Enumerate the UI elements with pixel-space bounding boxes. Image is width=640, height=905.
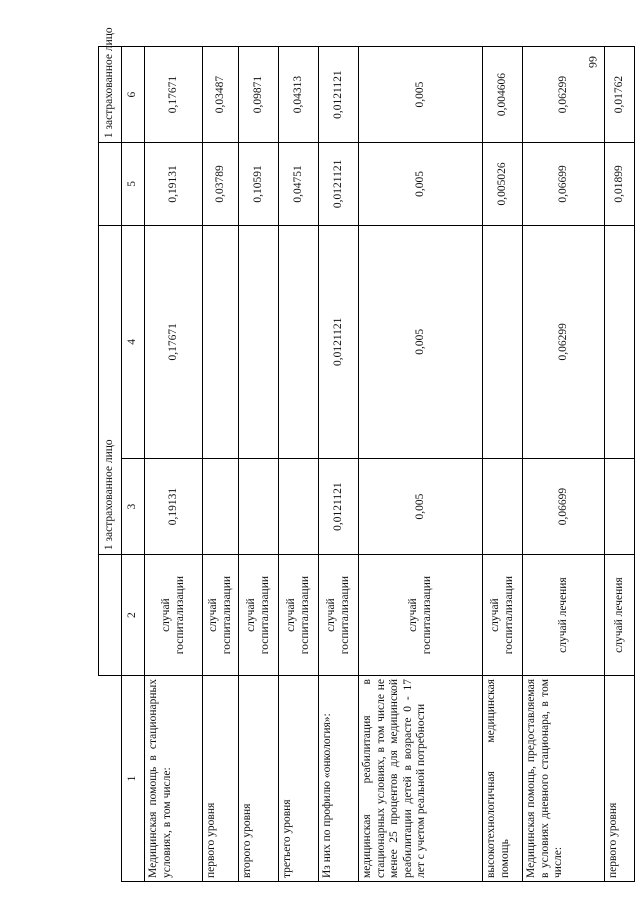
row-name: высокотехнологичная медицинская помощь <box>483 676 523 882</box>
rotated-page <box>98 27 625 882</box>
table-row <box>359 47 483 882</box>
col-number: 2 <box>122 555 145 676</box>
row-value <box>605 459 635 555</box>
row-unit: случай госпитализации <box>319 555 359 676</box>
row-value: 0,005026 <box>483 143 523 225</box>
row-value: 0,19131 <box>145 459 203 555</box>
row-name: третьего уровня <box>279 676 319 882</box>
row-value: 0,06699 <box>523 143 605 225</box>
header-group-row <box>99 47 122 882</box>
row-value: 0,005 <box>359 47 483 143</box>
row-value <box>483 225 523 458</box>
row-value: 0,17671 <box>145 47 203 143</box>
row-name: второго уровня <box>239 676 279 882</box>
row-value: 0,03487 <box>203 47 239 143</box>
row-value: 0,03789 <box>203 143 239 225</box>
table-row <box>279 47 319 882</box>
table-row <box>203 47 239 882</box>
row-value <box>239 225 279 458</box>
row-value: 0,06699 <box>523 459 605 555</box>
group-header-right: 1 застрахованное лицо <box>99 47 122 143</box>
row-value: 0,004606 <box>483 47 523 143</box>
col-number: 5 <box>122 143 145 225</box>
row-value: 0,01762 <box>605 47 635 143</box>
row-value: 0,0121121 <box>319 47 359 143</box>
row-name: Медицинская помощь, предоставляемая в условиях дневного стационара, в том числе: <box>523 676 605 882</box>
table-row <box>605 47 635 882</box>
row-value: 0,10591 <box>239 143 279 225</box>
col-number: 6 <box>122 47 145 143</box>
row-value: 0,06299 <box>523 225 605 458</box>
table-row <box>319 47 359 882</box>
row-value: 0,0121121 <box>319 143 359 225</box>
row-name: первого уровня <box>605 676 635 882</box>
row-unit: случай госпитализации <box>239 555 279 676</box>
row-value: 0,17671 <box>145 225 203 458</box>
col-number: 1 <box>122 676 145 882</box>
table-row <box>523 47 605 882</box>
table-body <box>145 47 635 882</box>
col-number: 4 <box>122 225 145 458</box>
page-number: 66 <box>586 56 600 68</box>
row-unit: случай лечения <box>605 555 635 676</box>
row-unit: случай госпитализации <box>483 555 523 676</box>
row-value: 0,19131 <box>145 143 203 225</box>
row-unit: случай госпитализации <box>203 555 239 676</box>
row-unit: случай лечения <box>523 555 605 676</box>
row-unit: случай госпитализации <box>145 555 203 676</box>
row-value <box>605 225 635 458</box>
row-value: 0,005 <box>359 143 483 225</box>
row-name: медицинская реабилитация в стационарных условиях, в том числе не менее 25 процентов для медицинской реабилитации детей в возрасте 0 - 17 лет с учетом реальной потребности <box>359 676 483 882</box>
row-unit: случай госпитализации <box>279 555 319 676</box>
row-value <box>279 459 319 555</box>
row-value <box>483 459 523 555</box>
row-name: Из них по профилю «онкология»: <box>319 676 359 882</box>
row-value: 0,04313 <box>279 47 319 143</box>
row-value: 0,005 <box>359 459 483 555</box>
row-value <box>279 225 319 458</box>
row-value: 0,06299 <box>523 47 605 143</box>
row-value <box>203 225 239 458</box>
row-name: Медицинская помощь в стационарных условиях, в том числе: <box>145 676 203 882</box>
col-number: 3 <box>122 459 145 555</box>
row-name: первого уровня <box>203 676 239 882</box>
row-value: 0,0121121 <box>319 459 359 555</box>
row-unit: случай госпитализации <box>359 555 483 676</box>
table-row <box>145 47 203 882</box>
table-row <box>239 47 279 882</box>
row-value <box>239 459 279 555</box>
row-value: 0,04751 <box>279 143 319 225</box>
norms-table <box>98 27 635 882</box>
row-value: 0,005 <box>359 225 483 458</box>
table-row <box>483 47 523 882</box>
column-number-row <box>122 47 145 882</box>
row-value: 0,01899 <box>605 143 635 225</box>
row-value <box>203 459 239 555</box>
row-value: 0,09871 <box>239 47 279 143</box>
group-header-left: 1 застрахованное лицо <box>99 225 122 555</box>
row-value: 0,0121121 <box>319 225 359 458</box>
